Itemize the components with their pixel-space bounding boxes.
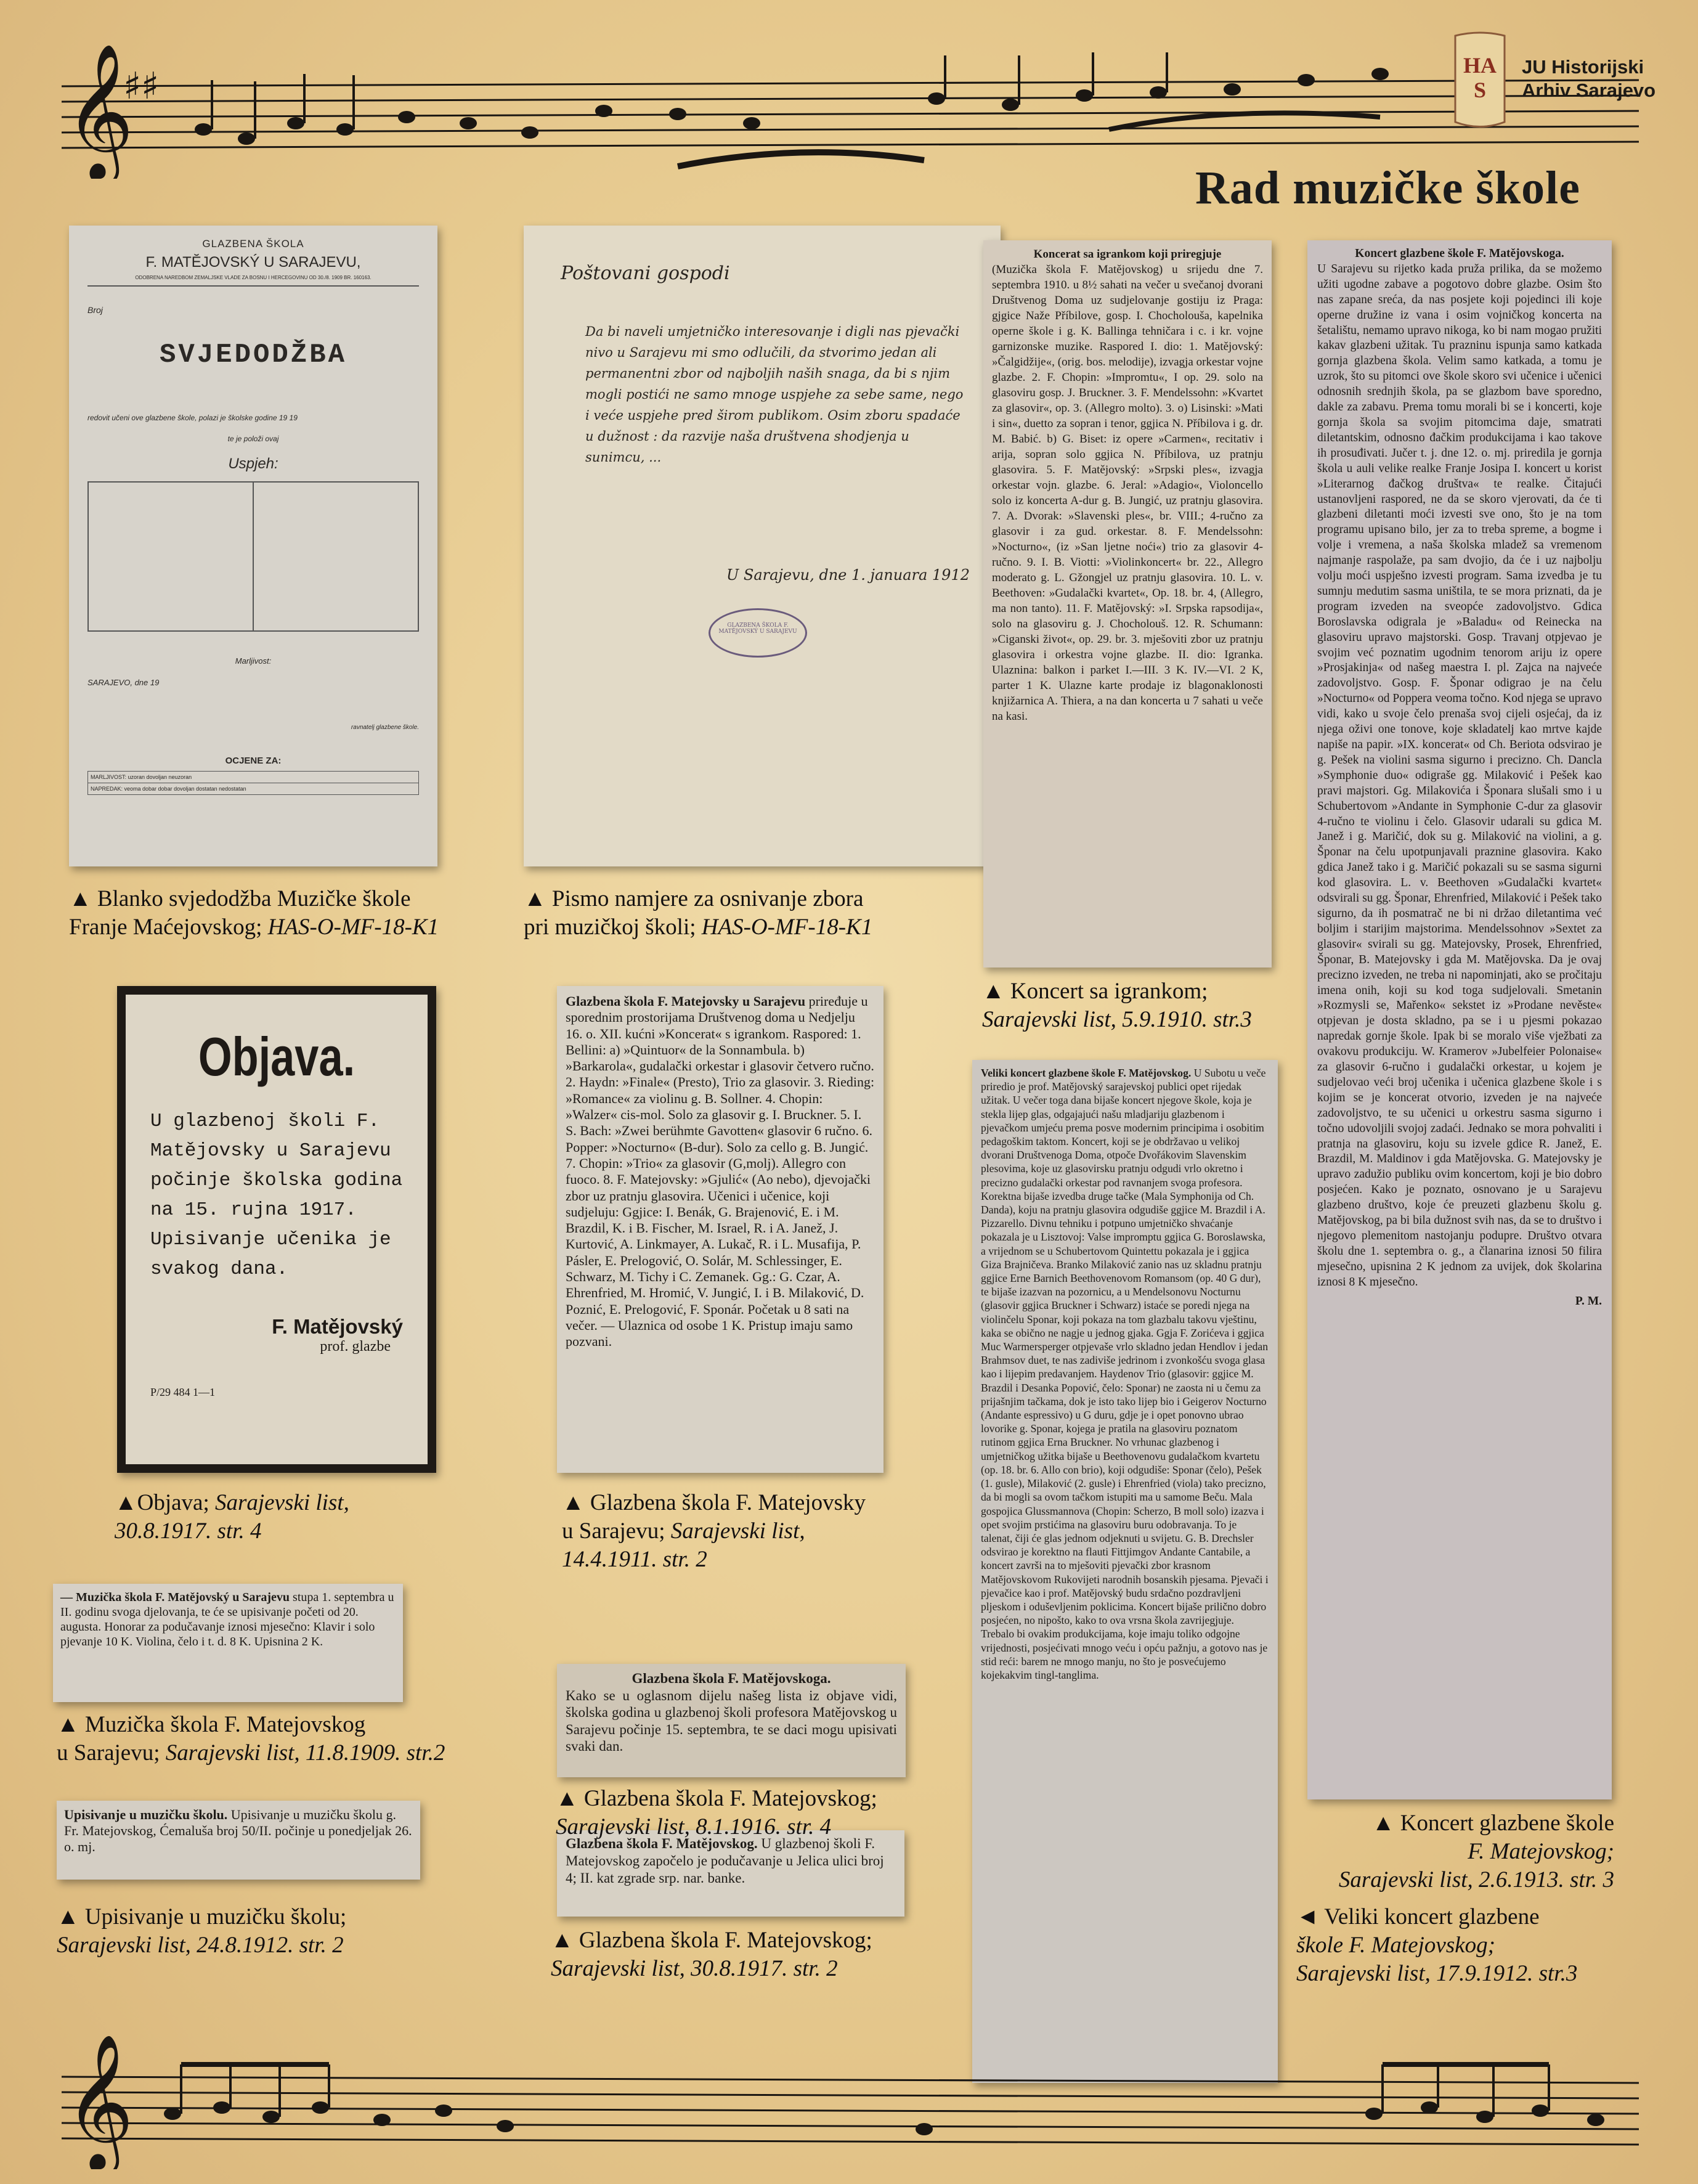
clip-1910-body: (Muzička škola F. Matějovskog) u srijedu dne 7. septembra 1910. u 8½ sahati na večer u svečanoj dvorani Društvenog Doma uz sudjelovanje gostiju iz Praga: gjgice Naže Příbilove, gosp. I. Chocholouša, kapelnika operne škole i g. K. Ballinga tehničara i c. i kr. vojne garnizonske muzike. Raspored I. dio: 1. Matějovský: »Čalgidžije«, (orig. bos. melodije), izvagja orkestar vojne glazbe. 2. F. Chopin: »Impromtu«, I op. 29. solo na glasoviru gosp. J. Bruckner. 3. F. Mendelssohn: »Kvartet za glasovir«, op. 3. (Allegro molto). 3. o) Lisinski: »Mati i sin«, duetto za sopran i tenor, ggjica N. Příbilova i g. dr. M. Babić. b) G. Biset: iz opere »Carmen«, recitativ i arija, sopran solo ggjica N. Příbilova, uz pratnju glasovira. 5. F. Matějovský: »Srpski ples«, izvagja orkestar vojn. glazbe. 6. Jeral: »Adagio«, Violoncello solo iz koncerta A-dur g. B. Jungić, uz pratnju glasovira. 7. A. Dvorak: »Slavenski ples«, br. VIII.; 4-ručno za glasovir i za gud. orkestar. 8. F. Mendelssohn: »Nocturno«, (iz »San ljetne noći«) trio za glasovir 4-ručno. 9. I. B. Viotti: »Violinkoncert« br. 22., Allegro moderato g. L. Gžongjel uz pratnju glasovira. 10. L. v. Beethoven: »Gudalački kvartet«, Op. 18. br. 4, (Allegro, ma non tanto). 11. F. Matějovský: »I. Srpska rapsodija«, solo na glasoviru g. J. Chocholouš. 12. R. Schumann: »Ciganski život«, op. 29. br. 3. mješoviti zbor uz pratnju glasovira i orkestra vojne glazbe. II. dio: Igranka. Ulaznina: balkon i parket I.—III. 3 K. IV.—VI. 2 K, parter 1 K. Ulazne karte prodaje iz blagonaklonosti knjižarnica A. Thiera, a na dan koncerta u 7 sahati u veče na kasi.	[992, 263, 1263, 723]
clip-upis-headline: Upisivanje u muzičku školu.	[64, 1807, 228, 1822]
caption-objava	[115, 1489, 349, 1546]
clip-1909-headline: — Muzička škola F. Matějovský u Sarajevu	[60, 1591, 290, 1604]
cert-ocjene: OCJENE ZA:	[225, 756, 282, 766]
clip-veliki-headline: Veliki koncert glazbene škole F. Matějovskog.	[981, 1067, 1192, 1079]
objava-signature-sub: prof. glazbe	[320, 1339, 391, 1355]
music-staff-top	[62, 37, 1639, 179]
cert-ravnatelj: ravnatelj glazbene škole.	[351, 724, 419, 731]
caption-1917-ref: Sarajevski list, 30.8.1917. str. 2	[551, 1956, 838, 1981]
caption-1909-line2: u Sarajevu;	[57, 1740, 166, 1766]
archive-name-line2: Arhiv Sarajevo	[1522, 79, 1656, 101]
handwritten-letter	[524, 226, 1001, 866]
caption-1909-line1: ▲ Muzička škola F. Matejovskog	[57, 1712, 366, 1737]
caption-koncert-1910-line1: ▲ Koncert sa igrankom;	[982, 979, 1208, 1004]
clip-upis-body: Upisivanje u muzičku školu g. Fr. Matejovskog, Ćemaluša broj 50/II. počinje u ponedjeljak 26. o. mj.	[64, 1807, 412, 1854]
clip-1917-body: U glazbenoj školi F. Matejovskog započelo je podučavanje u Jelica ulici broj 4; II. kat zgrade srp. nar. banke.	[566, 1836, 884, 1886]
clip-1913-signature: P. M.	[1575, 1294, 1602, 1308]
page-title: Rad muzičke škole	[1195, 162, 1580, 214]
caption-veliki-line1: ◄ Veliki koncert glazbene	[1296, 1904, 1540, 1929]
clip-1909-body: stupa 1. septembra u II. godinu svoga djelovanja, te će se upisivanje početi od 20. augusta. Honorar za podučavanje iznosi mjesečno: Klavir i solo pjevanje 10 K. Violina, čelo i t. d. 8 K. Upisnina 2 K.	[60, 1591, 394, 1648]
certificate-document	[69, 226, 437, 866]
svg-text:𝄞: 𝄞	[65, 2033, 134, 2169]
caption-1913-ref: Sarajevski list, 2.6.1913. str. 3	[1338, 1867, 1614, 1893]
clip-1916-body: Kako se u oglasnom dijelu našeg lista iz objave vidi, školska godina u glazbenoj školi profesora Matějovskog u Sarajevu počinje 15. septembra, te se daci mogu upisivati svaki dan.	[566, 1687, 897, 1754]
svg-text:HA: HA	[1463, 53, 1497, 78]
caption-1909-ref: Sarajevski list, 11.8.1909. str.2	[165, 1740, 445, 1766]
caption-letter	[524, 885, 872, 942]
cert-ocjene-row1: MARLJIVOST: uzoran dovoljan neuzoran	[87, 771, 419, 783]
caption-1911-line2: u Sarajevu;	[562, 1518, 671, 1544]
caption-objava-line1: ▲Objava;	[115, 1490, 215, 1515]
caption-veliki-ref: Sarajevski list, 17.9.1912. str.3	[1296, 1961, 1578, 1986]
clipping-koncert-1910	[983, 240, 1272, 968]
caption-certificate-line1: ▲ Blanko svjedodžba Muzičke škole	[69, 886, 411, 911]
clip-1911-body: priređuje u sporednim prostorijama Društvenog doma u Nedjelju 16. o. XII. kućni »Koncerat« s igrankom. Raspored: 1. Bellini: a) »Quintuor« de la Sonnambula. b) »Barkarola«, gudalački orkestar i glasovir četvero ručno. 2. Haydn: »Finale« (Presto), Trio za glasovir. 3. Rieding: »Romance« za violinu g. B. Sollner. 4. Chopin: »Walzer« cis-mol. Solo za glasovir g. I. Bruckner. 5. I. S. Bach: »Zwei berühmte Gavotten« glasovir 6 ručno. 6. Popper: »Nocturno« (B-dur). Solo za cello g. B. Jungić. 7. Chopin: »Trio« za glasovir (G,molj). Allegro con fuoco. 8. F. Matejovsky: »Gjulić« (Ao nebo), djevojački zbor uz pratnju glasovira. Učenici i učenice, koji sudjeluju: Ggjice: I. Benák, G. Brajenović, E. i M. Brazdil, K. i B. Fischer, M. Israel, R. i A. Janež, J. Kurtović, A. Linkmayer, A. Lukač, R. i L. Musafija, P. Pásler, E. Prelogović, O. Solár, M. Schlessinger, E. Schwarz, M. Tichy i C. Zemanek. Gg.: G. Czar, A. Ehrenfried, M. Hromić, V. Jungić, I. i B. Milaković, D. Poznić, E. Prelogović, F. Sponár. Početak u 8 sati na večer. — Ulaznica od osobe 1 K. Pristup imaju samo pozvani.	[566, 993, 875, 1350]
caption-letter-ref: HAS-O-MF-18-K1	[701, 915, 873, 940]
caption-certificate-ref: HAS-O-MF-18-K1	[267, 915, 439, 940]
clip-1917-headline: Glazbena škola F. Matějovskog.	[566, 1836, 758, 1851]
caption-muzicka-1909	[57, 1711, 445, 1767]
cert-heading: SVJEDODŽBA	[159, 340, 347, 370]
cert-school-line1: GLAZBENA ŠKOLA	[202, 238, 304, 250]
letter-salutation: Poštovani gospodi	[561, 263, 730, 284]
objava-title: Objava.	[198, 1026, 355, 1087]
caption-veliki-line2: škole F. Matejovskog;	[1296, 1933, 1495, 1958]
clipping-glazbena-1917	[557, 1830, 904, 1917]
caption-objava-date: 30.8.1917. str. 4	[115, 1518, 262, 1544]
cert-school-line2: F. MATĔJOVSKÝ U SARAJEVU,	[145, 254, 361, 271]
cert-line2: te je položi ovaj	[227, 434, 279, 443]
caption-letter-line1: ▲ Pismo namjere za osnivanje zbora	[524, 886, 864, 911]
cert-marljivost: Marljivost:	[235, 656, 272, 666]
caption-1916-line1: ▲ Glazbena škola F. Matejovskog;	[556, 1786, 877, 1811]
caption-1911-line1: ▲ Glazbena škola F. Matejovsky	[562, 1490, 866, 1515]
caption-1911-ref: Sarajevski list,	[670, 1518, 805, 1544]
letter-body: Da bi naveli umjetničko interesovanje i digli nas pjevački nivo u Sarajevu mi smo odlučili, da stvorimo jedan ali permanentni zbor od najboljih naših snaga, da bi s njim mogli postići ne samo mnoge uspjehe za sebe same, nego i veće uspjehe pred širom publikom. Osim zboru spadaće u dužnost : da razvije naša društvena shodjenja u sunimcu, ...	[585, 324, 964, 465]
svg-text:♯♯: ♯♯	[123, 65, 160, 108]
caption-koncert-1910-ref: Sarajevski list, 5.9.1910. str.3	[982, 1007, 1252, 1032]
music-staff-bottom	[62, 2009, 1639, 2169]
clipping-glazbena-1911	[557, 986, 884, 1473]
objava-body: U glazbenoj školi F. Matějovsky u Sarajevu počinje školska godina na 15. rujna 1917. Upisivanje učenika je svakog dana.	[150, 1110, 403, 1280]
clip-1911-headline: Glazbena škola F. Matejovsky u Sarajevu	[566, 993, 806, 1009]
objava-ref: P/29 484 1—1	[150, 1386, 216, 1398]
clipping-objava-1917	[117, 986, 436, 1473]
clipping-koncert-1913	[1307, 240, 1612, 1799]
caption-1911-date: 14.4.1911. str. 2	[562, 1547, 707, 1572]
caption-objava-ref: Sarajevski list,	[215, 1490, 349, 1515]
caption-glazbena-1911	[562, 1489, 866, 1574]
caption-upis-ref: Sarajevski list, 24.8.1912. str. 2	[57, 1933, 344, 1958]
archive-name-line1: JU Historijski	[1522, 56, 1644, 78]
caption-1916-ref: Sarajevski list, 8.1.1916. str. 4	[556, 1814, 832, 1840]
cert-grade-table	[87, 481, 419, 632]
caption-1913-line1: ▲ Koncert glazbene škole	[1371, 1811, 1614, 1836]
clipping-veliki-koncert-1912	[972, 1060, 1278, 2083]
caption-upis-line1: ▲ Upisivanje u muzičku školu;	[57, 1904, 347, 1929]
clipping-glazbena-1916	[557, 1664, 906, 1777]
caption-certificate-line2: Franje Maćejovskog;	[69, 915, 268, 940]
clip-1916-headline: Glazbena škola F. Matějovskoga.	[632, 1671, 831, 1686]
clipping-muzicka-1909	[53, 1584, 403, 1702]
caption-1913-line2: F. Matejovskog;	[1468, 1839, 1614, 1864]
caption-koncert-1910	[982, 977, 1252, 1034]
svg-text:S: S	[1473, 78, 1487, 102]
cert-ocjene-row2: NAPREDAK: veoma dobar dobar dovoljan dostatan nedostatan	[87, 783, 419, 795]
cert-sarajevo: SARAJEVO, dne 19	[87, 678, 160, 687]
caption-glazbena-1916	[556, 1785, 877, 1841]
clipping-upisivanje-1912	[57, 1801, 420, 1880]
archive-name	[1522, 55, 1655, 102]
caption-1917-line1: ▲ Glazbena škola F. Matejovskog;	[551, 1928, 872, 1953]
caption-letter-line2: pri muzičkoj školi;	[524, 915, 702, 940]
letter-stamp: GLAZBENA ŠKOLA F. MATĔJOVSKÝ U SARAJEVU	[709, 608, 807, 658]
caption-veliki-koncert-1912	[1296, 1903, 1577, 1988]
cert-uspjeh: Uspjeh:	[228, 455, 278, 472]
cert-line1: redovit učeni ove glazbene škole, polazi je školske godine 19 19	[87, 414, 298, 422]
clip-1913-body: U Sarajevu su rijetko kada pruža prilika, da se možemo užiti ugodne zabave a pogotovo dobre glazbe. Osim što nas zapane sreća, da nas posjete koji pojedinci ili koje operne družine iz vana i osim vojničkog koncerta na šetalištu, nemamo upravo nikoga, ko bi nam mogao pružiti kakav glazbeni užitak. Tu prazninu ispunja samo katkada gornja glazbena škola. Velim samo katkada, a tomu je uzrok, što su pitomci ove škole skoro svi učenice i učenici odnosnih srednjih škola, pa se glazbom bave sporedno, dakle za zabavu. Prema tomu morali bi se i koncerti, koje gornja škola sa svojim pitomcima daje, smatrati diletantskim, odnosno đačkim produkcijama i kao takove ih prosuđivati. Jučer t. j. dne 12. o. mj. priredila je gornja škola u auli velike realke Franje Josipa I. koncert u korist »Literarnog đačkog društva« te realke. Čitajući ustanovljeni raspored, ne da se skoro vjerovati, da će ti glazbeni diletanti moći izvesti sve ono, što je na tom programu upisano bilo, jer za to treba spreme, a bogme i volje i vremena, a naša školska mladež sa vremenom najmanje raspolaže, pa sam dvojio, da će i uz najbolju volju moći uspješno izvesti program. Sama izvedba je tu sumnju medutim sasma uništila, te se mora priznati, da je program izveden na sveopće zadovoljstvo. Gdica Boroslavska odigrala je »Baladu« od Reinecka na glasoviru upravo majstorski. Gosp. Travanj otpjevao je svojim već poznatim ugodnim tenorom ariju iz opere »Prosjakinja« od našeg maestra I. pl. Zajca na najveće zadovoljstvo. Gosp. F. Šponar odigrao je na čelu »Nocturno« od Poppera veoma točno. Kod njega se upravo vidi, kako u svoje čelo prenaša svoj cijeli osjećaj, da iz njega oživi one tonove, koje skladatelj kao mrtve kajde napiše na papir. »IX. koncerat« od Ch. Beriota odsvirao je g. Pešek na violini sasma sigurno i precizno. Ch. Dancla »Symphonie duo« odigraše gg. Milaković i Pešek kao pravi majstori. Gg. Milakovića i Šponara slušali smo i u Schubertovom »Andante in Symphonie C-dur za glasovir 4-ručno te violinu i čelo. Glasovir udarali su gdica M. Janež i g. Maričić, dok su g. Milaković na violini, a g. Šponar na čelu upotpunjavali praznine glasovira. Kako gdica Janež tako i g. Maričić pokazali su se sasma sigurni kod glasovira. L. v. Beethoven »Gudalački kvartet« odsvirali su gg. Šponar, Ehrenfried, Milaković i Pešek tako sigurno, da ih posmatrač ne bi ni držao diletantima već boljim i starijim majstorima. Mendelssohnov »Sextet za glasovir« svirali su gg. Matejovsky, Prosek, Ehrenfried, Šponar, B. Matejovsky i gda M. Matějovska. Da je ovaj precizno izveden, ne treba ni napominjati, ako se pročitaju imena onih, koji su kod toga sudjelovali. Smetanin »Rozmysli se, Mařenko« sekstet iz »Prodane nevěste« otpjevan je dosta skladno, pa se i u pjesmi pokazao napredak gornje škole. Ipak bi se moralo više vježbati za ovakovu produkciju. W. Kramerov »Jubelfeier Polonaise« za glasovir 6-ručno i gudalački orkestar, u kojem je sudjelovao veći broj učenika i učenica glazbene škole i s kojim se je koncerat otvorio, izveden je na najveće zadovoljstvo, te su učenici u orkestru sasma sigurno i točno udovoljili svojoj zadaći. Jednako se mora pohvaliti i pratnja na glasoviru, koju su izvele gdice R. Janež, E. Brazdil, M. Maldinov i gda Matějovska. G. Matejovsky je upravo zadužio publiku ovim koncertom, koji je bio dobro posjećen. Kako je poznato, osnovano je u Sarajevu glazbeno društvo, koje će preuzeti glazbenu školu g. Matějovskog, pa bi bila dužnost svih nas, da se to društvo i njegovo plemenitom nastojanju podupre. Društvo otvara školu dne 1. septembra o. g., a članarina iznosi 50 filira mjesečno, upisnina 2 K jednom za uvijek, dok školarina iznosi 8 K mjesečno.	[1317, 262, 1602, 1289]
letter-closing: U Sarajevu, dne 1. januara 1912	[726, 566, 970, 584]
caption-certificate	[69, 885, 439, 942]
cert-broj: Broj	[87, 305, 103, 315]
caption-glazbena-1917	[551, 1926, 872, 1983]
objava-signature: F. Matějovský	[272, 1315, 403, 1338]
archive-logo	[1449, 30, 1511, 134]
clip-veliki-body: U Subotu u veče priredio je prof. Matějovský sarajevskoj publici opet rijedak užitak. U večer toga dana bijaše koncert njegove škole, koja je stekla lijep glas, odgajajući našu mladjariju glazbenom i pjevačkom umjeću prema posve modernim principima i osobitim pedagoškim taktom. Koncert, koji se je obdržavao u velikoj dvorani Društvenoga Doma, otpoče Dvořákovim Slavenskim plesovima, koje uz glasovirsku pratnju odgudi vrlo okretno i precizno gudalački orkestar pod ravnanjem svoga profesora. Korektna bijaše izvedba druge tačke (Mala Symphonija od Ch. Danda), koju na pratnju glasovira odgudiše ggjice M. Brazdil i A. Pizzarello. Divnu tehniku i potpuno umjetničko shvaćanje pokazala je u Lisztovoj: Valse impromptu ggjica G. Boroslawska, a vrijednom se u Schubertovom Quintettu pokazala je i ggjica Giza Brajničeva. Branko Milaković zanio nas uz skladnu pratnju ggjice Erne Barnich Beethovenovom Romansom (op. 40 G dur), te bijaše izazvan na pozornicu, a u Mendelsonovu Nocturnu (glasovir ggjica Bruckner i Schwarz) istaće se poredi njega na violinčelu Sponar, koji pokaza na tom glazbalu takovu vještinu, kaka se obično ne nagje u jednog gjaka. Ggja F. Zorićeva i ggjica Muc Warmersperger otpjevaše vrlo skladno jedan Hendlov i jedan Brahmsov duet, te nas zadiviše jedrinom i zvonkošću svoga glasa kao i lijepim predavanjem. Haydenov Trio (glasovir: ggjice M. Brazdil i Desanka Popović, čelo: Sponar) ne zaosta ni u čemu za prijašnjim tačkama, dok je isto tako lijep bio i Geigerov Nocturno (Andante espressivo) u G duru, gdje je i opet ponovno ubrao lovorike g. Sponar, kojega je pratila na glasoviru poznatom rutinom ggjica Erna Bruckner. No vrhunac glazbenog i umjetničkog užitka bijaše u Beethovenovu gudalačkom kvartetu (op. 18. br. 6. Allo con brio), koji odgudiše: Sponar (čelo), Pešek (1. gusle), Milaković (2. gusle) i Ehrenfried (viola) tako precizno, da bi mogli sa ovom tačkom istupiti ma u samome Beču. Mala gospojica Glussmannova (Chopin: Scherzo, B moll solo) izazva i opet svojim prstićima na glasoviru buru odobravanja. To je talenat, čiji će glas jednom odjeknuti u svijetu. G. B. Drechsler odsvirao je korektno na flauti Fittjimgov Andante Cantabile, a koncert završi na to mješoviti pjevački zbor krasnom Matějovskovom Rukovijeti narodnih bosanskih pjesama. Pjevači i pjevačice kao i prof. Matějovský budu srdačno pozdravljeni pljeskom i oduševljenim poklicima. Koncert bijaše prilično dobro posjećen, no nipošto, kako to ova vrsna škola zavrijegjuje. Trebalo bi ovakim produkcijama, koje imaju toliko odgojne vrijednosti, posjećivati mnogo veću i opću pažnju, a gotovo nas je stid reći: barem ne mnogo manju, no što je posvećujemo kojekakvim tingl-tanglima.	[981, 1067, 1269, 1681]
caption-upisivanje-1912	[57, 1903, 346, 1960]
svg-text:𝄞: 𝄞	[65, 43, 134, 179]
caption-koncert-1913	[1294, 1809, 1614, 1894]
cert-approval: ODOBRENA NAREDBOM ZEMALJSKE VLADE ZA BOSNU I HERCEGOVINU OD 30./8. 1909 BR. 160163.	[87, 275, 419, 287]
clip-1910-headline: Koncerat sa igrankom koji priregjuje	[1033, 248, 1222, 261]
clip-1913-headline: Koncert glazbene škole F. Matějovskoga.	[1355, 247, 1564, 260]
